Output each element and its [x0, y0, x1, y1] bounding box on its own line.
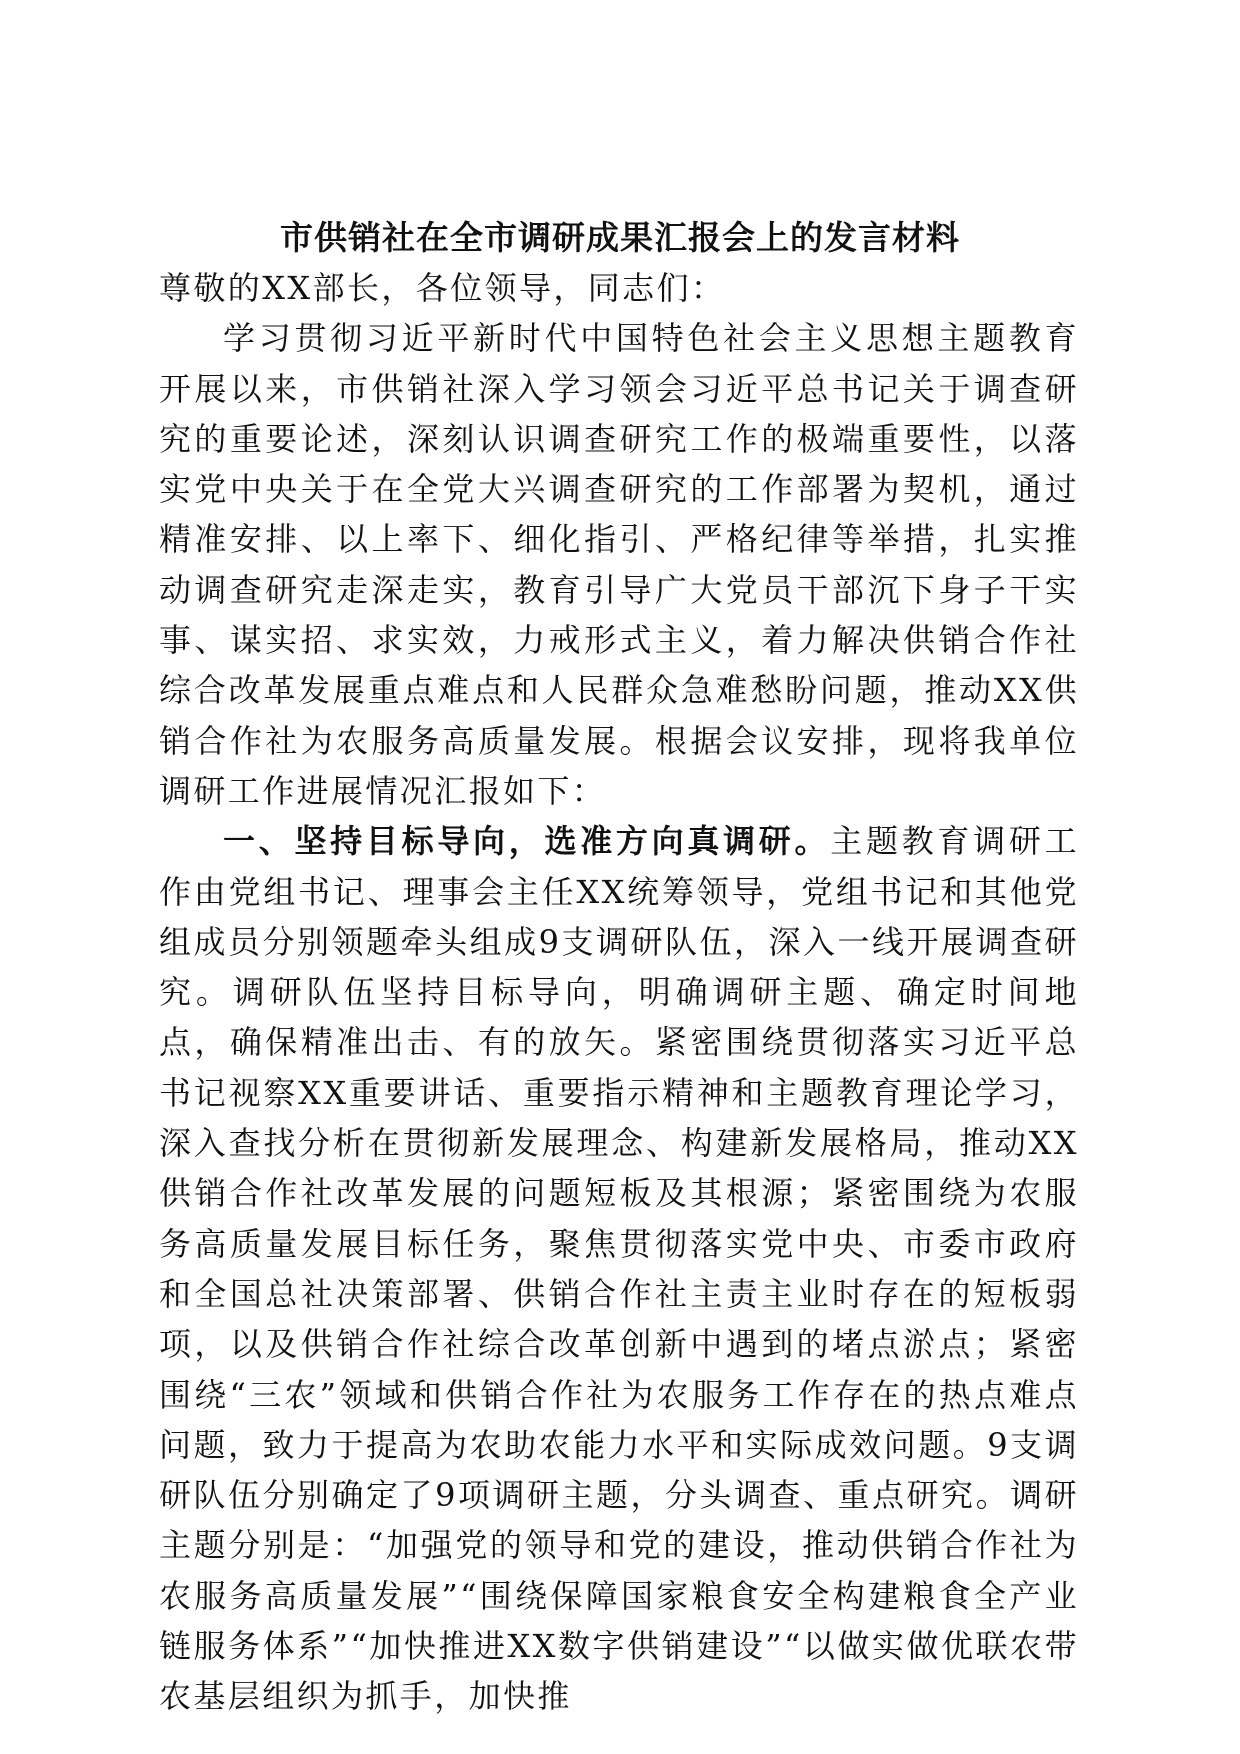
section-1-paragraph — [159, 816, 1079, 1721]
paragraph-intro: 学习贯彻习近平新时代中国特色社会主义思想主题教育开展以来，市供销社深入学习领会习近平总书记关于调查研究的重要论述，深刻认识调查研究工作的极端重要性，以落实党中央关于在全党大兴调查研究的工作部署为契机，通过精准安排、以上率下、细化指引、严格纪律等举措，扎实推动调查研究走深走实，教育引导广大党员干部沉下身子干实事、谋实招、求实效，力戒形式主义，着力解决供销合作社综合改革发展重点难点和人民群众急难愁盼问题，推动XX供销合作社为农服务高质量发展。根据会议安排，现将我单位调研工作进展情况汇报如下： — [159, 319, 1079, 810]
salutation: 尊敬的XX部长，各位领导，同志们： — [159, 269, 726, 307]
document-body — [159, 263, 1079, 1722]
section-1-heading: 一、坚持目标导向，选准方向真调研。 — [223, 822, 831, 861]
document-title: 市供销社在全市调研成果汇报会上的发言材料 — [280, 218, 960, 257]
section-1-text: 主题教育调研工作由党组书记、理事会主任XX统筹领导，党组书记和其他党组成员分别领题牵头组成9支调研队伍，深入一线开展调查研究。调研队伍坚持目标导向，明确调研主题、确定时间地点，确保精准出击、有的放矢。紧密围绕贯彻落实习近平总书记视察XX重要讲话、重要指示精神和主题教育理论学习，深入查找分析在贯彻新发展理念、构建新发展格局，推动XX供销合作社改革发展的问题短板及其根源；紧密围绕为农服务高质量发展目标任务，聚焦贯彻落实党中央、市委市政府和全国总社决策部署、供销合作社主责主业时存在的短板弱项，以及供销合作社综合改革创新中遇到的堵点淤点；紧密围绕“三农”领域和供销合作社为农服务工作存在的热点难点问题，致力于提高为农助农能力水平和实际成效问题。9支调研队伍分别确定了9项调研主题，分头调查、重点研究。调研主题分别是：“加强党的领导和党的建设，推动供销合作社为农服务高质量发展”“围绕保障国家粮食安全构建粮食全产业链服务体系”“加快推进XX数字供销建设”“以做实做优联农带农基层组织为抓手，加快推 — [159, 822, 1079, 1716]
